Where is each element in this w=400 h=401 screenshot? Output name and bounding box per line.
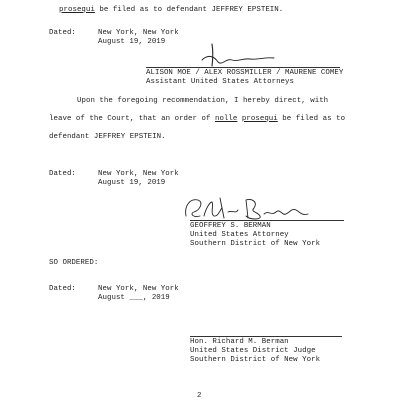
signer-name: GEOFFREY S. BERMAN	[190, 222, 271, 230]
judge-name: Hon. Richard M. Berman	[190, 338, 289, 346]
signer-district: Southern District of New York	[190, 240, 321, 248]
dated-place-3: New York, New York	[98, 285, 179, 293]
signature-mark-1	[198, 40, 278, 70]
judge-district: Southern District of New York	[190, 356, 321, 364]
dated-date: August 19, 2019	[98, 38, 166, 46]
signature-line-3	[190, 336, 342, 337]
dated-date-3: August ___, 2019	[98, 294, 170, 302]
nolle-term: nolle	[214, 115, 238, 123]
prosequi-term-2: prosequi	[241, 115, 278, 123]
dated-date-2: August 19, 2019	[98, 179, 166, 187]
dated-label-3: Dated:	[49, 285, 76, 293]
dated-label: Dated:	[49, 29, 76, 37]
so-ordered: SO ORDERED:	[49, 259, 99, 267]
paragraph-2-line-3: defendant JEFFREY EPSTEIN.	[49, 133, 166, 141]
page-number: 2	[197, 392, 202, 400]
judge-title: United States District Judge	[190, 347, 316, 355]
paragraph-1-tail: prosequi be filed as to defendant JEFFREY EPSTEIN.	[59, 6, 284, 14]
dated-place-2: New York, New York	[98, 170, 179, 178]
paragraph-2-line-1: Upon the foregoing recommendation, I hereby direct, with	[77, 97, 329, 105]
signature-mark-2	[180, 194, 330, 222]
prosequi-term: prosequi	[59, 6, 95, 14]
dated-place: New York, New York	[98, 29, 179, 37]
signature-line-2	[190, 220, 344, 221]
signer-names: ALISON MOE / ALEX ROSSMILLER / MAURENE COMEY	[146, 69, 344, 77]
paragraph-2-line-2: leave of the Court, that an order of nolle prosequi be filed as to	[49, 115, 346, 123]
signature-line-1	[146, 67, 340, 68]
signer-title-2: United States Attorney	[190, 231, 289, 239]
signer-title: Assistant United States Attorneys	[146, 78, 295, 86]
dated-label-2: Dated:	[49, 170, 76, 178]
